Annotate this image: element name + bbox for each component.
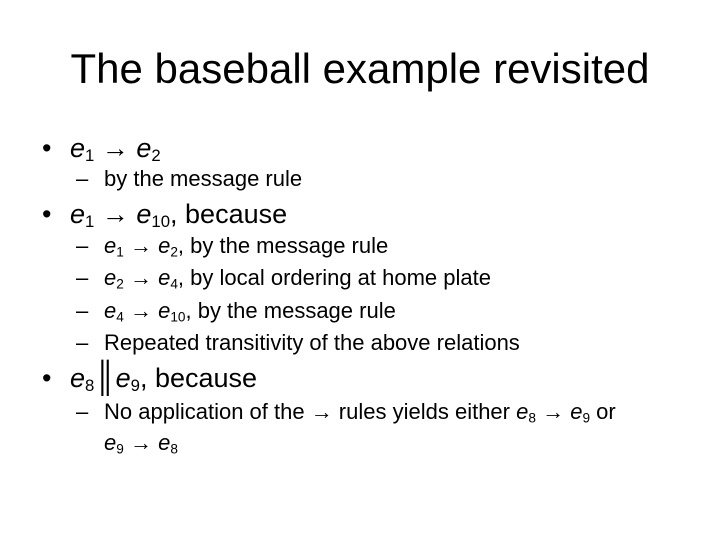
bullet-glyph: •: [42, 363, 52, 393]
event-index: 9: [130, 376, 140, 396]
subitem-text: , by the message rule: [177, 233, 389, 258]
bullet-tail: , because: [139, 363, 258, 393]
event-symbol: e: [136, 199, 152, 229]
event-symbol: e: [158, 430, 171, 455]
bullet-3: [42, 362, 257, 394]
event-index: 2: [116, 276, 124, 292]
arrow-symbol: →: [129, 233, 152, 258]
arrow-symbol: →: [129, 298, 152, 323]
bullet-2-subitem-2: [76, 265, 491, 291]
bullet-2-subitem-3: [76, 298, 396, 324]
bullet-2: [42, 198, 287, 230]
bullet-glyph: •: [42, 133, 52, 163]
event-index: 2: [170, 244, 178, 260]
bullet-3-subitem-line-2: [104, 430, 178, 456]
event-symbol: e: [136, 133, 152, 163]
event-symbol: e: [570, 399, 583, 424]
subitem-text: by the message rule: [104, 166, 303, 191]
arrow-symbol: →: [129, 265, 152, 290]
bullet-2-subitem-4: [76, 330, 520, 356]
concurrent-symbol: ║: [94, 361, 116, 394]
arrow-symbol: →: [542, 399, 565, 424]
subitem-text: or: [590, 399, 616, 424]
event-index: 10: [151, 212, 171, 232]
bullet-glyph: •: [42, 199, 52, 229]
event-symbol: e: [104, 430, 117, 455]
event-index: 10: [170, 309, 186, 325]
dash-glyph: –: [76, 330, 89, 355]
event-index: 8: [170, 441, 178, 457]
dash-glyph: –: [76, 233, 89, 258]
slide-title: The baseball example revisited: [70, 45, 650, 92]
arrow-symbol: →: [101, 199, 129, 229]
bullet-2-subitem-1: [76, 233, 388, 259]
event-index: 9: [116, 441, 124, 457]
event-index: 4: [170, 276, 178, 292]
event-symbol: e: [104, 233, 117, 258]
bullet-tail: , because: [170, 199, 288, 229]
event-symbol: e: [70, 133, 86, 163]
event-index: 9: [582, 410, 591, 426]
event-symbol: e: [158, 265, 171, 290]
arrow-symbol: →: [101, 133, 129, 163]
event-symbol: e: [104, 298, 117, 323]
event-index: 1: [116, 244, 124, 260]
event-index: 4: [116, 309, 124, 325]
event-index: 1: [85, 212, 95, 232]
arrow-symbol: →: [129, 430, 152, 455]
subitem-text: , by local ordering at home plate: [177, 265, 491, 290]
event-symbol: e: [70, 363, 86, 393]
event-symbol: e: [104, 265, 117, 290]
event-index: 8: [85, 376, 95, 396]
dash-glyph: –: [76, 166, 89, 191]
event-symbol: e: [70, 199, 86, 229]
bullet-1-subitem: [76, 166, 302, 192]
event-index: 8: [528, 410, 536, 426]
event-index: 1: [85, 146, 95, 166]
subitem-text: No application of the → rules yields either: [104, 399, 517, 424]
bullet-3-subitem-line-1: [76, 399, 616, 425]
subitem-text: , by the message rule: [185, 298, 396, 323]
event-symbol: e: [158, 298, 171, 323]
event-symbol: e: [516, 399, 529, 424]
dash-glyph: –: [76, 298, 89, 323]
bullet-1: [42, 132, 161, 164]
dash-glyph: –: [76, 265, 89, 290]
event-symbol: e: [158, 233, 171, 258]
dash-glyph: –: [76, 399, 89, 424]
subitem-text: Repeated transitivity of the above relations: [104, 330, 520, 355]
event-symbol: e: [115, 363, 131, 393]
event-index: 2: [151, 146, 161, 166]
